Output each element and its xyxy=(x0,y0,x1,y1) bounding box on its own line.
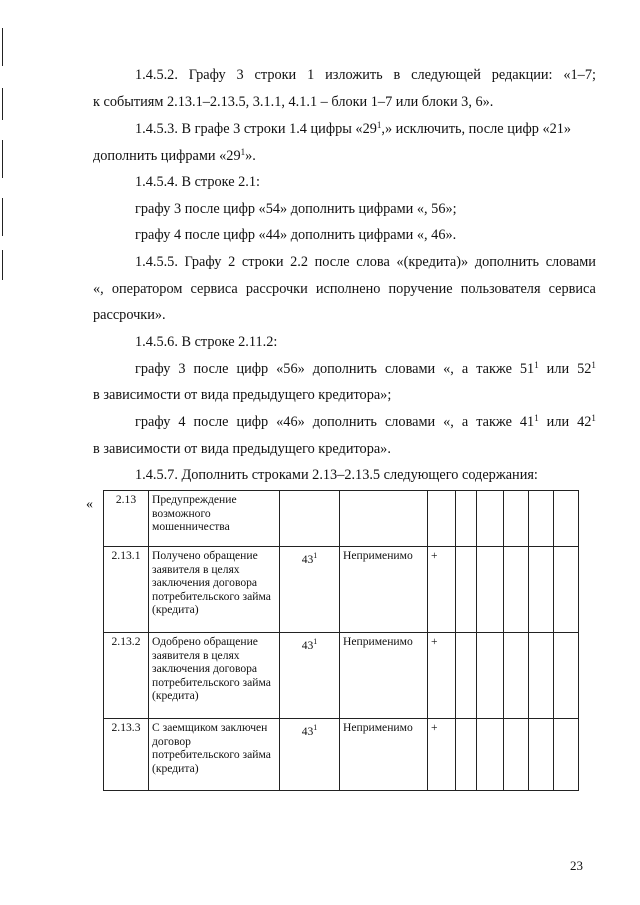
word: словами xyxy=(384,414,436,430)
word: сервиса xyxy=(548,281,596,297)
word: слова xyxy=(356,254,390,270)
word: «(кредита)» xyxy=(396,254,469,270)
word: 1 xyxy=(591,413,596,423)
word: «, xyxy=(93,281,104,297)
word: 51 xyxy=(519,361,535,377)
word: 41 xyxy=(519,414,535,430)
word: также xyxy=(476,414,512,430)
word: «46» xyxy=(276,414,305,430)
word: рассрочки xyxy=(245,281,308,297)
paragraph-1-4-5-5-line2 xyxy=(93,280,596,298)
row-number: 2.13.1 xyxy=(104,547,149,633)
word: цифр xyxy=(236,361,269,377)
empty-cell xyxy=(477,719,504,791)
word: следующей xyxy=(411,67,481,83)
empty-cell xyxy=(529,491,554,547)
event-name: Одобрено обращение заявителя в целях заключения договора потребительского займа (кредита) xyxy=(149,633,280,719)
paragraph-1-4-5-5-line3: рассрочки». xyxy=(93,307,166,323)
margin-mark xyxy=(2,250,3,280)
word: строки xyxy=(241,254,284,270)
word: «56» xyxy=(276,361,305,377)
paragraph-1-4-5-6-item1 xyxy=(135,360,596,378)
row-number: 2.13 xyxy=(104,491,149,547)
word: дополнить xyxy=(474,254,540,270)
applicability: Неприменимо xyxy=(340,719,428,791)
word: 42 xyxy=(577,414,592,430)
empty-cell xyxy=(456,491,477,547)
word: после xyxy=(193,361,229,377)
word: графу xyxy=(135,414,171,430)
mark-cell: + xyxy=(428,633,456,719)
paragraph-1-4-5-4-heading: 1.4.5.4. В строке 2.1: xyxy=(135,174,260,190)
applicability: Неприменимо xyxy=(340,547,428,633)
block-number: $43^1$ xyxy=(280,719,340,791)
paragraph-1-4-5-6-item2-line2: в зависимости от вида предыдущего кредитора». xyxy=(93,441,391,457)
empty-cell xyxy=(456,633,477,719)
word: сервиса xyxy=(190,281,238,297)
paragraph-1-4-5-7: 1.4.5.7. Дополнить строками 2.13–2.13.5 следующего содержания: xyxy=(135,467,538,483)
empty-cell xyxy=(477,547,504,633)
mark-cell: + xyxy=(428,719,456,791)
paragraph-1-4-5-6-heading: 1.4.5.6. В строке 2.11.2: xyxy=(135,334,278,350)
events-table xyxy=(103,490,579,791)
event-name: С заемщиком заключен договор потребительского займа (кредита) xyxy=(149,719,280,791)
row-number: 2.13.3 xyxy=(104,719,149,791)
empty-cell xyxy=(456,547,477,633)
paragraph-1-4-5-3-line1: 1.4.5.3. В графе 3 строки 1.4 цифры «$29^1$,» исключить, после цифр «21» xyxy=(135,120,572,137)
word: также xyxy=(476,361,512,377)
word: дополнить xyxy=(312,414,377,430)
word: поручение xyxy=(388,281,453,297)
paragraph-1-4-5-4-item1: графу 3 после цифр «54» дополнить цифрами «, 56»; xyxy=(135,201,457,217)
event-name: Предупреждение возможного мошенничества xyxy=(149,491,280,547)
empty-cell xyxy=(477,633,504,719)
applicability: Неприменимо xyxy=(340,633,428,719)
word: «1–7; xyxy=(563,67,596,83)
empty-cell xyxy=(529,633,554,719)
margin-mark xyxy=(2,198,3,236)
word: 1.4.5.5. xyxy=(135,254,178,270)
margin-mark xyxy=(2,140,3,178)
word: 1 xyxy=(534,413,539,423)
empty-cell xyxy=(504,547,529,633)
word: дополнить xyxy=(312,361,377,377)
word: оператором xyxy=(111,281,183,297)
empty-cell xyxy=(504,633,529,719)
word: 2.2 xyxy=(290,254,309,270)
block-number: $43^1$ xyxy=(280,547,340,633)
block-number: $43^1$ xyxy=(280,633,340,719)
table-row xyxy=(104,633,579,719)
empty-cell xyxy=(456,719,477,791)
word: строки xyxy=(254,67,297,83)
word: «, xyxy=(443,414,454,430)
row-number: 2.13.2 xyxy=(104,633,149,719)
paragraph-1-4-5-2-line1 xyxy=(135,66,596,84)
word: 2 xyxy=(228,254,236,270)
word: исполнено xyxy=(315,281,381,297)
margin-mark xyxy=(2,88,3,120)
word: 4 xyxy=(178,414,186,430)
empty-cell xyxy=(554,633,579,719)
word: словами xyxy=(545,254,596,270)
word: а xyxy=(461,361,469,377)
word: «, xyxy=(443,361,454,377)
word: 1.4.5.2. xyxy=(135,67,178,83)
word: 3 xyxy=(178,361,186,377)
word: 1 xyxy=(307,67,315,83)
word: 1 xyxy=(591,360,596,370)
empty-cell xyxy=(529,547,554,633)
empty-cell xyxy=(554,547,579,633)
table-open-quote: « xyxy=(86,497,93,512)
word: после xyxy=(193,414,229,430)
word: 52 xyxy=(577,361,592,377)
paragraph-1-4-5-2-line2: к событиям 2.13.1–2.13.5, 3.1.1, 4.1.1 – блоки 1–7 или блоки 3, 6». xyxy=(93,94,494,110)
word: а xyxy=(461,414,469,430)
applicability xyxy=(340,491,428,547)
word: словами xyxy=(384,361,436,377)
paragraph-1-4-5-6-item2 xyxy=(135,413,596,431)
word: пользователя xyxy=(460,281,541,297)
empty-cell xyxy=(529,719,554,791)
empty-cell xyxy=(554,491,579,547)
word: графу xyxy=(135,361,171,377)
page-number: 23 xyxy=(570,858,583,873)
word: или xyxy=(546,414,570,430)
table-row xyxy=(104,719,579,791)
paragraph-1-4-5-5-line1 xyxy=(135,253,596,271)
word: цифр xyxy=(236,414,269,430)
word: редакции: xyxy=(491,67,553,83)
empty-cell xyxy=(504,719,529,791)
word: 3 xyxy=(236,67,244,83)
word: после xyxy=(314,254,350,270)
word: в xyxy=(393,67,401,83)
paragraph-1-4-5-4-item2: графу 4 после цифр «44» дополнить цифрами «, 46». xyxy=(135,227,457,243)
empty-cell xyxy=(504,491,529,547)
table-row xyxy=(104,491,579,547)
word: 1 xyxy=(534,360,539,370)
mark-cell xyxy=(428,491,456,547)
word: Графу xyxy=(184,254,222,270)
paragraph-1-4-5-6-item1-line2: в зависимости от вида предыдущего кредитора»; xyxy=(93,387,392,403)
word: Графу xyxy=(188,67,226,83)
paragraph-1-4-5-3-line2: дополнить цифрами «$29^1$». xyxy=(93,147,256,164)
word: или xyxy=(546,361,570,377)
mark-cell: + xyxy=(428,547,456,633)
empty-cell xyxy=(477,491,504,547)
table-row xyxy=(104,547,579,633)
block-number xyxy=(280,491,340,547)
event-name: Получено обращение заявителя в целях заключения договора потребительского займа (кредита) xyxy=(149,547,280,633)
margin-mark xyxy=(2,28,3,66)
empty-cell xyxy=(554,719,579,791)
word: изложить xyxy=(325,67,383,83)
